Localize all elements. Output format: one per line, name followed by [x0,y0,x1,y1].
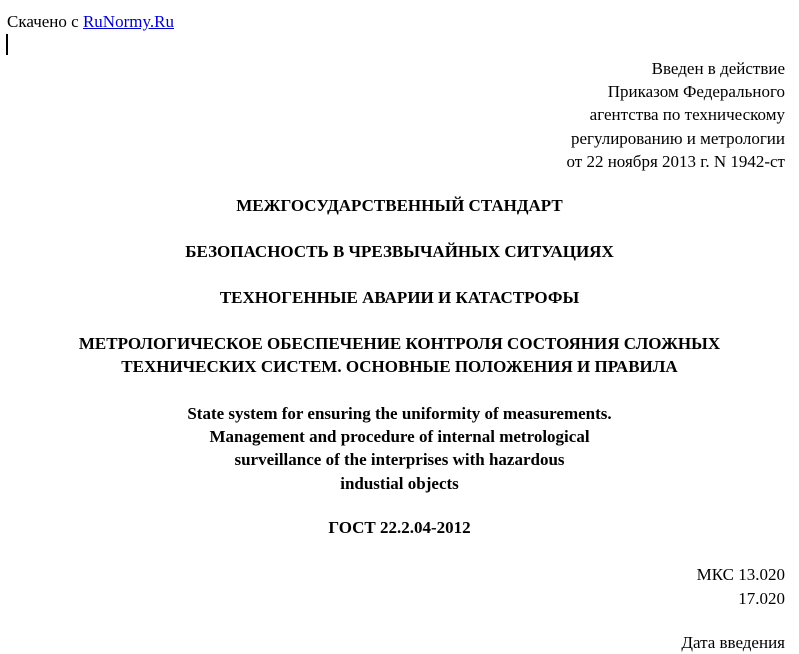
effective-date-label: Дата введения [681,633,785,652]
english-title-line: State system for ensuring the uniformity of measurements. [187,404,612,423]
mks-code-line2: 17.020 [738,588,785,608]
source-prefix: Скачено с [7,12,83,31]
series-heading: БЕЗОПАСНОСТЬ В ЧРЕЗВЫЧАЙНЫХ СИТУАЦИЯХ [185,242,614,261]
text-cursor [6,34,8,55]
adoption-line: Введен в действие [651,59,785,78]
adoption-note [567,57,786,173]
title-heading-line2: ТЕХНИЧЕСКИХ СИСТЕМ. ОСНОВНЫЕ ПОЛОЖЕНИЯ И ПРАВИЛА [121,357,678,376]
adoption-line: Приказом Федерального [607,82,785,102]
classification-codes [697,563,785,610]
mks-code-line1: МКС 13.020 [696,565,785,584]
adoption-line: регулированию и метрологии [570,128,785,148]
adoption-line: от 22 ноября 2013 г. N 1942-ст [566,151,785,171]
gost-code: ГОСТ 22.2.04-2012 [328,518,471,537]
english-title-line: industial objects [340,473,459,493]
english-title-line: surveillance of the interprises with hazardous [234,450,565,470]
title-heading-line1: МЕТРОЛОГИЧЕСКОЕ ОБЕСПЕЧЕНИЕ КОНТРОЛЯ СОСТОЯНИЯ СЛОЖНЫХ [78,334,721,353]
adoption-line: агентства по техническому [589,105,785,125]
source-line [7,11,174,33]
english-title [0,402,799,495]
subseries-heading: ТЕХНОГЕННЫЕ АВАРИИ И КАТАСТРОФЫ [219,288,580,307]
english-title-line: Management and procedure of internal metrological [209,427,590,447]
standard-type-heading: МЕЖГОСУДАРСТВЕННЫЙ СТАНДАРТ [236,196,563,215]
source-link[interactable]: RuNormy.Ru [82,12,174,31]
